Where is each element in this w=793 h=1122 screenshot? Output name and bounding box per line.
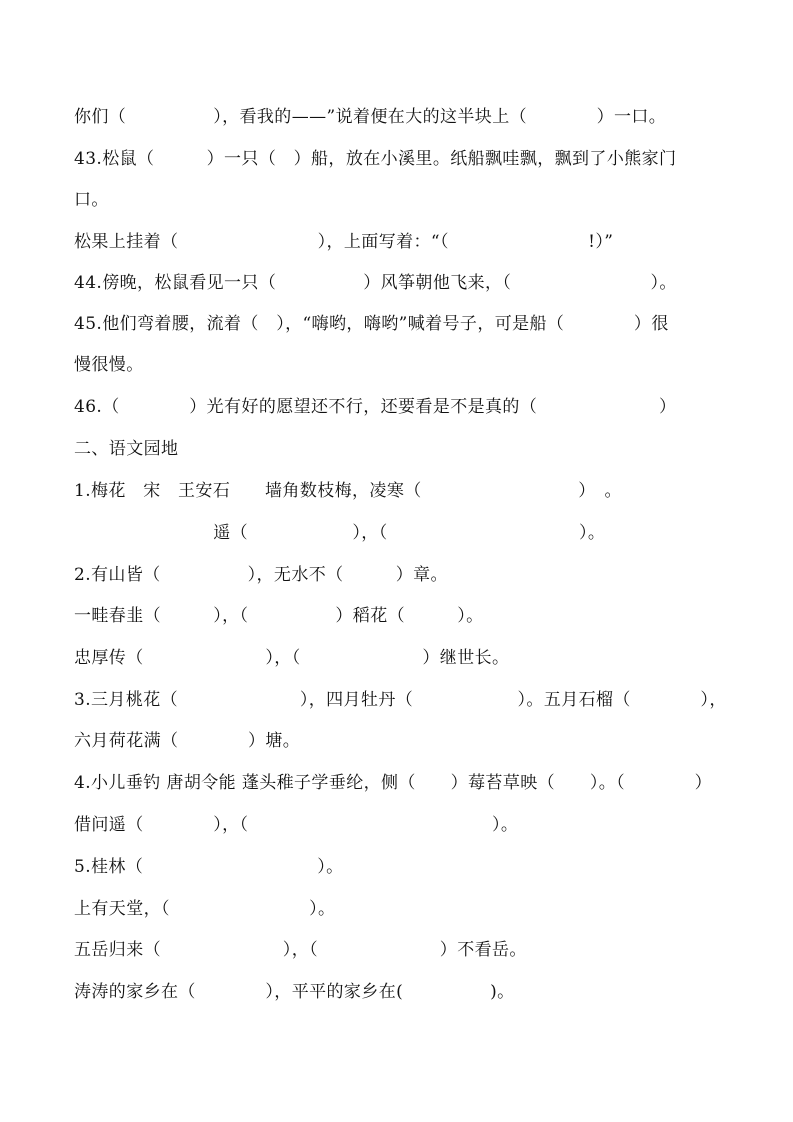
text-line: 上有天堂，（ ）。 [74,899,336,919]
question-46-line: 46.（ ）光有好的愿望还不行，还要看是不是真的（ ） [74,397,677,417]
question-44-line: 44.傍晚，松鼠看见一只（ ）风筝朝他飞来，（ ）。 [74,273,677,293]
item-2-line: 2.有山皆（ ），无水不（ ）章。 [74,565,448,585]
item-4-line: 4.小儿垂钓 唐胡令能 蓬头稚子学垂纶，侧（ ）莓苔草映（ ）。（ ） [74,773,713,793]
text-line: 一畦春韭（ ），（ ）稻花（ ）。 [74,606,484,626]
text-line: 涛涛的家乡在（ ），平平的家乡在( )。 [74,982,515,1002]
item-3-line: 3.三月桃花（ ），四月牡丹（ ）。五月石榴（ ）， [74,690,727,710]
text-line: 六月荷花满（ ）塘。 [74,731,301,751]
item-1-line: 1.梅花 宋 王安石 墙角数枝梅，凌寒（ ） 。 [74,481,622,501]
text-line: 口。 [74,190,109,210]
text-line: 松果上挂着（ ），上面写着：“（ !）” [74,232,614,252]
text-line: 你们（ ），看我的——”说着便在大的这半块上（ ）一口。 [74,107,667,127]
text-line: 遥（ ），（ ）。 [74,523,606,543]
text-line: 五岳归来（ ），（ ）不看岳。 [74,940,527,960]
question-43-line: 43.松鼠（ ）一只（ ）船，放在小溪里。纸船飘哇飘，飘到了小熊家门 [74,149,677,169]
text-line: 借问遥（ ），（ ）。 [74,815,519,835]
question-45-line: 45.他们弯着腰，流着（ ），“嗨哟，嗨哟”喊着号子，可是船（ ）很 [74,314,669,334]
text-line: 慢很慢。 [74,355,144,375]
text-line: 忠厚传（ ），（ ）继世长。 [74,648,510,668]
item-5-line: 5.桂林（ ）。 [74,857,344,877]
section-heading: 二、语文园地 [74,439,179,459]
